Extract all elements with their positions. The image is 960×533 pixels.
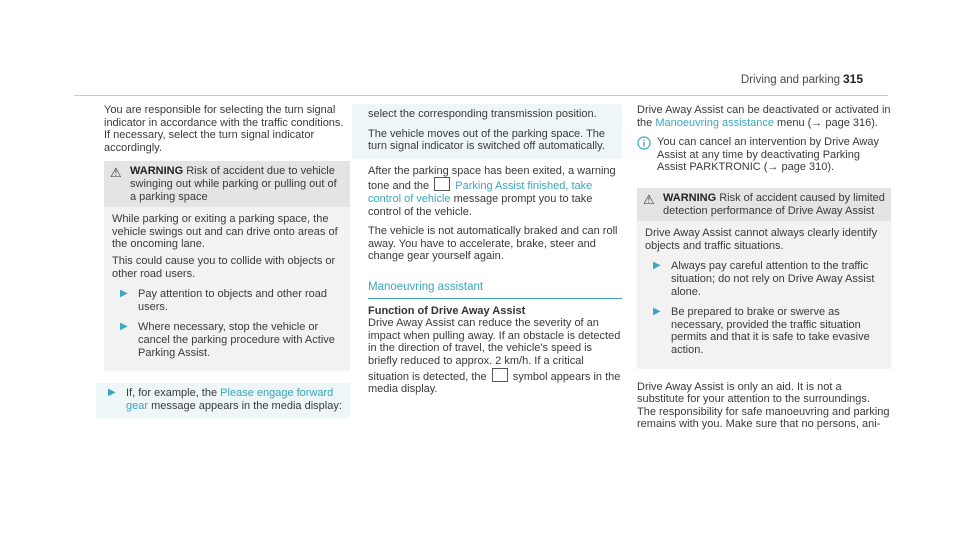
page-number: 315 [843, 72, 864, 86]
warning-title: Risk of accident caused by limited detection performance of Drive Away Assist [663, 191, 885, 217]
step-arrow-icon: ▶ [108, 387, 116, 399]
drive-away-assist-icon [492, 368, 508, 382]
continuation-text: select the corresponding transmission position. [368, 108, 597, 120]
header-rule [74, 95, 888, 96]
step-arrow-icon: ▶ [120, 288, 128, 300]
section-heading: Manoeuvring assistant [368, 281, 622, 299]
step-arrow-icon: ▶ [120, 321, 128, 333]
warning-box-drive-away [637, 188, 891, 369]
warning-header [637, 188, 891, 221]
procedure-step-block [96, 383, 350, 418]
continuation-text: The vehicle moves out of the parking space. The turn signal indicator is switched off automatically. [368, 127, 606, 153]
info-icon [637, 136, 651, 150]
warning-triangle-icon: ⚠ [643, 191, 655, 207]
step-arrow-icon: ▶ [653, 306, 661, 318]
intro-paragraph: You are responsible for selecting the turn signal indicator in accordance with the traffic conditions. If necessary, select the turn signal indicator accordingly. [104, 104, 344, 154]
warning-step: ▶ Where necessary, stop the vehicle or cancel the parking procedure with Active Parking Assist. [112, 321, 342, 359]
procedure-continuation [352, 104, 622, 159]
column-3 [637, 104, 891, 438]
warning-body [637, 221, 891, 368]
warning-title: Risk of accident due to vehicle swinging out while parking or pulling out of a parking space [130, 165, 337, 203]
outro-paragraph: Drive Away Assist is only an aid. It is not a substitute for your attention to the surroundings. The responsibility for safe manoeuvring and parking remains with you. Make sure that no persons, ani- [637, 380, 890, 431]
warning-text: While parking or exiting a parking space, the vehicle swings out and can drive onto areas of the oncoming lane. [112, 213, 338, 251]
running-header-title: Driving and parking [740, 74, 840, 86]
info-note: You can cancel an intervention by Drive Away Assist at any time by deactivating Parking Assist PARKTRONIC (→ page 310). [637, 136, 891, 174]
menu-link: Manoeuvring assistance [655, 116, 774, 129]
warning-step: ▶ Pay attention to objects and other road users. [112, 288, 342, 313]
column-2 [368, 104, 622, 403]
warning-text: This could cause you to collide with objects or other road users. [112, 254, 336, 280]
warning-text: Drive Away Assist cannot always clearly identify objects and traffic situations. [645, 227, 878, 252]
warning-step: ▶ Be prepared to brake or swerve as necessary, provided the traffic situation permits and that it is safe to take evasive action. [645, 306, 883, 356]
warning-box-parking [104, 161, 350, 371]
warning-header [104, 161, 350, 207]
parking-assist-icon [434, 177, 450, 191]
warning-step: ▶ Always pay careful attention to the traffic situation; do not rely on Drive Away Assist alone. [645, 260, 883, 298]
warning-body [104, 207, 350, 371]
column-1 [104, 104, 350, 418]
deactivate-paragraph: Drive Away Assist can be deactivated or activated in the Manoeuvring assistance menu (→ page 316). [637, 104, 891, 129]
message-link: Please engage forward gear [126, 387, 334, 412]
warning-label: WARNING [130, 165, 184, 178]
not-braked-paragraph: The vehicle is not automatically braked and can roll away. You have to accelerate, brake, steer and change gear yourself again. [368, 225, 618, 263]
procedure-step: ▶ If, for example, the Please engage forward gear message appears in the media display: [100, 387, 346, 412]
warning-triangle-icon: ⚠ [110, 165, 122, 181]
warning-label: WARNING [663, 191, 717, 204]
step-arrow-icon: ▶ [653, 260, 661, 272]
function-paragraph: Drive Away Assist can reduce the severity of an impact when pulling away. If an obstacle is detected in the direction of travel, the vehicle's speed is briefly reduced to approx. 2 km/h. If a critical situation is detected, the symbol appears in the media display. [368, 317, 621, 396]
message-link: Parking Assist finished, take control of vehicle [368, 180, 593, 205]
after-parking-paragraph: After the parking space has been exited, a warning tone and the Parking Assist finished, take control of vehicle message prompt you to take control of the vehicle. [368, 164, 616, 218]
subsection-heading: Function of Drive Away Assist [368, 304, 526, 317]
